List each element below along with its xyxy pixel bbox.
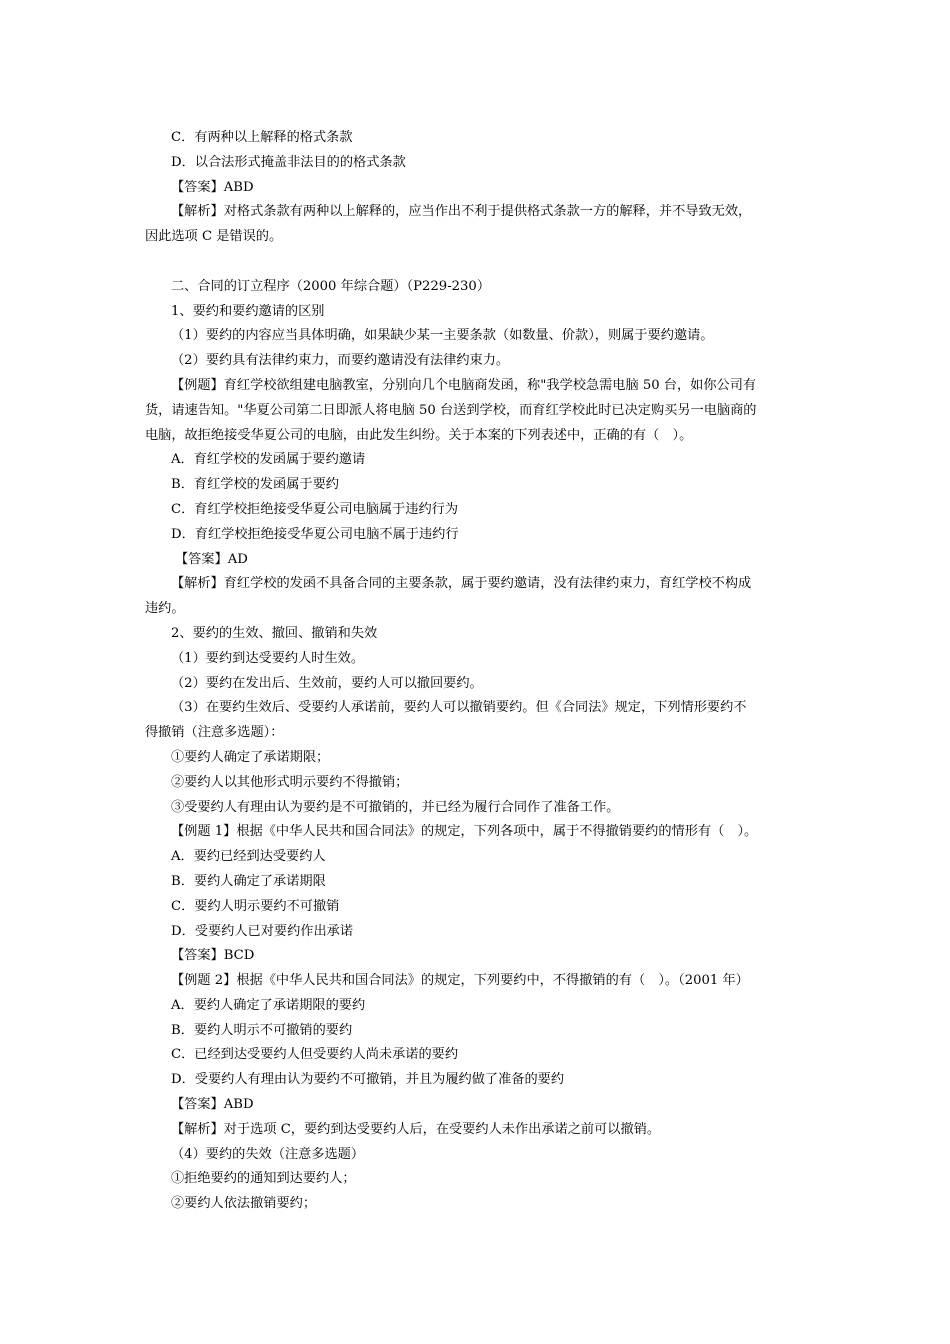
text-line: 货，请速告知。"华夏公司第二日即派人将电脑 50 台送到学校，而育红学校此时已决定购买另一电脑商的 xyxy=(145,402,757,418)
text-line: 【答案】AD xyxy=(175,551,248,567)
text-line: （2）要约具有法律约束力，而要约邀请没有法律约束力。 xyxy=(171,353,510,369)
text-line: 【例题】育红学校欲组建电脑教室，分别向几个电脑商发函，称"我学校急需电脑 50 台，如你公司有 xyxy=(171,377,757,393)
text-line: C．有两种以上解释的格式条款 xyxy=(171,130,353,145)
text-line: C．要约人明示要约不可撤销 xyxy=(171,898,340,914)
text-line: （1）要约的内容应当具体明确，如果缺少某一主要条款（如数量、价款），则属于要约邀请。 xyxy=(171,328,714,344)
text-line: ③受要约人有理由认为要约是不可撤销的，并已经为履行合同作了准备工作。 xyxy=(171,799,620,815)
text-line: 1、要约和要约邀请的区别 xyxy=(171,303,325,319)
text-line: ②要约人以其他形式明示要约不得撤销； xyxy=(171,774,409,790)
text-line: 【答案】ABD xyxy=(171,179,254,195)
text-line: 【解析】对于选项 C，要约到达受要约人后，在受要约人未作出承诺之前可以撤销。 xyxy=(171,1121,661,1137)
text-line: （4）要约的失效（注意多选题） xyxy=(171,1146,365,1162)
text-line: ②要约人依法撤销要约； xyxy=(171,1196,317,1212)
text-line: 2、要约的生效、撤回、撤销和失效 xyxy=(171,625,378,641)
text-line: ①要约人确定了承诺期限； xyxy=(171,749,330,765)
text-line: 因此选项 C 是错误的。 xyxy=(145,229,283,245)
text-line: ①拒绝要约的通知到达要约人； xyxy=(171,1171,356,1187)
text-line: 【解析】对格式条款有两种以上解释的，应当作出不利于提供格式条款一方的解释，并不导致无效， xyxy=(171,204,752,220)
text-line: A．要约人确定了承诺期限的要约 xyxy=(171,997,366,1013)
text-line: B．育红学校的发函属于要约 xyxy=(171,477,339,493)
text-line: （3）在要约生效后、受要约人承诺前，要约人可以撤销要约。但《合同法》规定，下列情形要约不 xyxy=(171,700,747,716)
text-line: B．要约人明示不可撤销的要约 xyxy=(171,1022,353,1038)
text-line: D．以合法形式掩盖非法目的的格式条款 xyxy=(171,154,406,170)
text-line: C．育红学校拒绝接受华夏公司电脑属于违约行为 xyxy=(171,501,459,517)
text-line: B．要约人确定了承诺期限 xyxy=(171,873,326,889)
text-line: D．受要约人有理由认为要约不可撤销，并且为履约做了准备的要约 xyxy=(171,1072,565,1088)
text-line: C．已经到达受要约人但受要约人尚未承诺的要约 xyxy=(171,1047,459,1063)
text-line: 【答案】ABD xyxy=(171,1097,254,1113)
text-line: （2）要约在发出后、生效前，要约人可以撤回要约。 xyxy=(171,675,483,691)
text-line: 二、合同的订立程序（2000 年综合题）（P229-230） xyxy=(171,278,491,294)
text-line: 【例题 2】根据《中华人民共和国合同法》的规定，下列要约中，不得撤销的有（ ）。（2001 年） xyxy=(171,973,749,989)
text-line: A．要约已经到达受要约人 xyxy=(171,849,326,865)
text-line: A．育红学校的发函属于要约邀请 xyxy=(171,452,366,468)
text-line: 违约。 xyxy=(145,601,185,617)
text-line: 【答案】BCD xyxy=(171,948,255,964)
text-line: 得撤销（注意多选题）： xyxy=(145,725,284,741)
document-body xyxy=(145,126,810,1217)
text-line: D．受要约人已对要约作出承诺 xyxy=(171,923,354,939)
paragraph-gap xyxy=(145,250,810,275)
text-line: （1）要约到达受要约人时生效。 xyxy=(171,650,365,666)
text-line: 【例题 1】根据《中华人民共和国合同法》的规定，下列各项中，属于不得撤销要约的情形有（ ）。 xyxy=(171,824,758,840)
text-line: D．育红学校拒绝接受华夏公司电脑不属于违约行 xyxy=(171,526,459,542)
text-line: 电脑，故拒绝接受华夏公司的电脑，由此发生纠纷。关于本案的下列表述中，正确的有（ ）。 xyxy=(145,427,693,443)
text-line: 【解析】育红学校的发函不具备合同的主要条款，属于要约邀请，没有法律约束力，育红学校不构成 xyxy=(171,576,752,592)
